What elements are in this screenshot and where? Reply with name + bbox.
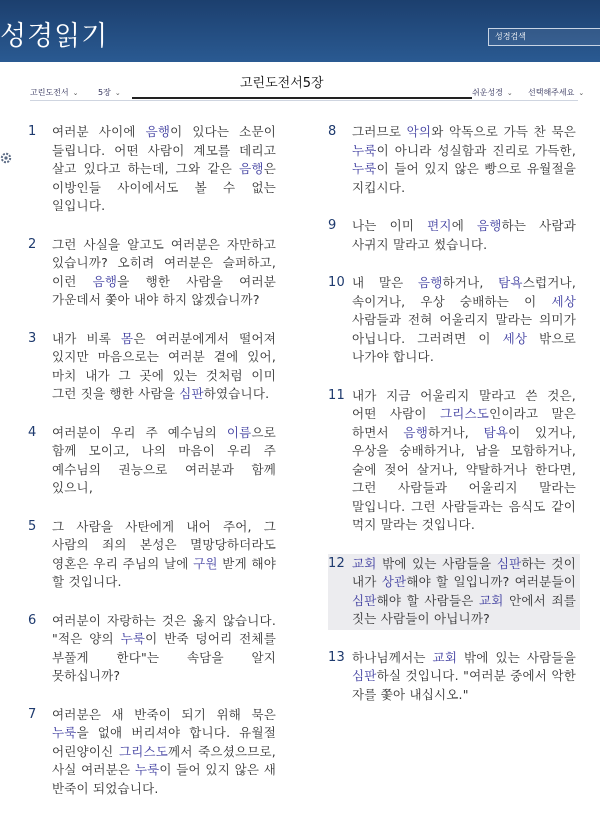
verse-text: 이 들어 있지 않은 빵으로 유월절을 지킵시다. bbox=[352, 161, 576, 195]
nav-divider bbox=[30, 100, 578, 101]
term-link[interactable]: 심판 bbox=[179, 386, 204, 401]
chevron-down-icon: ⌄ bbox=[72, 89, 79, 97]
verse-text: 밖으로 나가야 합니다. bbox=[352, 330, 577, 364]
term-link[interactable]: 교회 bbox=[479, 592, 504, 608]
verse-text: 여러분이 우리 주 예수님의 bbox=[52, 424, 227, 440]
verse-text: 을 행한 사람을 여러분 가운데서 쫓아 내야 하지 않겠습니까? bbox=[52, 273, 276, 307]
verse-text: 께서 죽으셨으므로, 사실 여러분은 bbox=[52, 743, 276, 777]
verse-text: 내가 비록 bbox=[52, 330, 122, 346]
verse-text: 에 bbox=[451, 218, 478, 233]
verse-text: 이 들어 있지 않은 새 반죽이 되었습니다. bbox=[52, 762, 276, 796]
version-select[interactable] bbox=[472, 87, 513, 98]
verse-number: 9 bbox=[328, 218, 337, 233]
verse-text: 은 이방인들 사이에서도 볼 수 없는 일입니다. bbox=[52, 161, 276, 213]
chapter-navigation bbox=[0, 62, 600, 110]
verse-4[interactable] bbox=[28, 423, 280, 499]
term-link[interactable]: 심판 bbox=[496, 555, 522, 571]
term-link[interactable]: 심판 bbox=[352, 592, 377, 608]
version-select-value: 쉬운성경 bbox=[472, 88, 503, 97]
verse-text: 이 반죽 덩어리 전체를 부풀게 한다"는 속담을 알지 못하십니까? bbox=[52, 631, 276, 683]
term-link[interactable]: 교회 bbox=[352, 555, 377, 571]
verse-text: 내가 지금 어울리지 말라고 쓴 것은, 어떤 사람이 bbox=[352, 387, 576, 421]
verse-text: 해야 할 일입니까? 여러분들이 bbox=[406, 574, 577, 589]
verse-text: 안에서 죄를 짓는 사람들이 아닙니까? bbox=[352, 592, 576, 626]
verse-text: 이 아니라 성실함과 진리로 가득한, bbox=[376, 142, 576, 158]
chevron-down-icon: ⌄ bbox=[506, 89, 513, 97]
verse-text: 와 악독으로 가득 찬 묵은 bbox=[431, 124, 576, 139]
chevron-down-icon: ⌄ bbox=[114, 89, 121, 97]
verse-text: 이 있다는 소문이 들립니다. 어떤 사람이 계모를 데리고 살고 있다고 하는데, 그와 같은 bbox=[52, 124, 276, 176]
book-select-value: 고린도전서 bbox=[30, 88, 69, 97]
term-link[interactable]: 누룩 bbox=[52, 725, 77, 740]
verse-text: 나는 이미 bbox=[352, 218, 428, 233]
verse-number: 2 bbox=[28, 236, 37, 252]
verse-number: 6 bbox=[28, 612, 37, 628]
verse-number: 10 bbox=[328, 275, 345, 290]
verse-7[interactable] bbox=[28, 705, 280, 800]
verse-5[interactable] bbox=[28, 517, 280, 593]
verse-text: 인이라고 말은 하면서 bbox=[352, 406, 576, 440]
verse-text: 을 없애 버리셔야 합니다. 유월절 어린양이신 bbox=[52, 725, 276, 759]
verse-number: 7 bbox=[28, 706, 37, 722]
term-link[interactable]: 누룩 bbox=[120, 631, 146, 646]
verse-13[interactable] bbox=[328, 648, 580, 706]
verse-2[interactable] bbox=[28, 235, 280, 311]
verse-text: 그런 사실을 알고도 여러분은 자만하고 있습니까? 오히려 여러분은 슬퍼하고, 이런 bbox=[52, 236, 276, 289]
term-link[interactable]: 누룩 bbox=[352, 161, 377, 176]
verse-text: 은 여러분에게서 떨어져 있지만 마음으로는 여러분 곁에 있어, 마치 내가 그 곳에 있는 것처럼 이미 그런 짓을 행한 사람을 bbox=[52, 330, 276, 401]
verse-column-left bbox=[28, 122, 280, 817]
verse-number: 8 bbox=[328, 124, 337, 139]
verse-6[interactable] bbox=[28, 611, 280, 687]
verse-text: 그러므로 bbox=[352, 124, 407, 139]
app-title: 성경읽기 bbox=[0, 21, 109, 52]
verse-text: 하실 것입니다. "여러분 중에서 악한 자를 쫓아 내십시오." bbox=[352, 668, 576, 702]
verse-text: 하나님께서는 bbox=[352, 649, 433, 665]
term-link[interactable]: 음행 bbox=[418, 275, 443, 290]
option-select[interactable] bbox=[528, 87, 584, 98]
verse-text: 여러분 사이에 bbox=[52, 124, 146, 139]
term-link[interactable]: 구원 bbox=[193, 555, 218, 571]
term-link[interactable]: 심판 bbox=[352, 668, 377, 683]
chevron-down-icon: ⌄ bbox=[578, 89, 585, 97]
verse-number: 3 bbox=[28, 330, 37, 346]
verse-text: 내 말은 bbox=[352, 275, 418, 290]
chapter-title: 고린도전서5장 bbox=[240, 76, 324, 91]
verse-column-right bbox=[328, 122, 580, 723]
term-link[interactable]: 편지 bbox=[427, 218, 452, 233]
verse-text: 받게 해야 할 것입니다. bbox=[52, 555, 276, 589]
term-link[interactable]: 누룩 bbox=[352, 142, 377, 158]
verse-10[interactable] bbox=[328, 273, 580, 368]
verse-8[interactable] bbox=[328, 122, 580, 198]
term-link[interactable]: 세상 bbox=[502, 330, 528, 346]
term-link[interactable]: 이름 bbox=[226, 424, 252, 440]
verse-text: 하는 사람과 사귀지 말라고 썼습니다. bbox=[352, 218, 576, 252]
verse-number: 13 bbox=[328, 649, 345, 665]
verse-text: 으로 함께 모이고, 나의 마음이 우리 주 예수님의 권능으로 여러분과 함께 있으니, bbox=[52, 424, 276, 495]
verse-number: 5 bbox=[28, 518, 37, 534]
term-link[interactable]: 음행 bbox=[145, 124, 171, 139]
term-link[interactable]: 그리스도 bbox=[118, 743, 169, 759]
verse-9[interactable] bbox=[328, 216, 580, 255]
settings-gear-icon[interactable] bbox=[0, 149, 12, 161]
verse-text: 사람들과 전혀 어울리지 말라는 의미가 아닙니다. 그러려면 이 bbox=[352, 312, 576, 346]
term-link[interactable]: 교회 bbox=[432, 649, 458, 665]
verse-text: 여러분은 새 반죽이 되기 위해 묵은 bbox=[52, 706, 276, 722]
verse-text: 여러분이 자랑하는 것은 옳지 않습니다. "적은 양의 bbox=[52, 612, 276, 646]
search-field[interactable] bbox=[488, 28, 600, 46]
verse-text: 해야 할 사람들은 bbox=[376, 592, 480, 608]
verse-number: 1 bbox=[28, 124, 37, 139]
verse-text: 하는 것이 내가 bbox=[352, 555, 576, 589]
term-link[interactable]: 음행 bbox=[92, 273, 118, 289]
book-select[interactable] bbox=[30, 87, 79, 98]
verse-text: 이 있거나, 우상을 숭배하거나, 남을 모함하거나, 술에 젖어 살거나, 약탈하거나 한다면, 그런 사람들과 어울리지 말라는 말입니다. 그런 사람들과는 음식도 같이 먹지 말라는 것입니다. bbox=[352, 424, 576, 532]
verse-number: 11 bbox=[328, 387, 345, 403]
term-link[interactable]: 세상 bbox=[551, 293, 576, 309]
option-select-value: 선택해주세요 bbox=[528, 88, 575, 97]
verse-text: 스럽거나, 속이거나, 우상 숭배하는 이 bbox=[352, 275, 576, 309]
term-link[interactable]: 상관 bbox=[381, 574, 407, 589]
term-link[interactable]: 탐욕 bbox=[483, 424, 509, 440]
verse-1[interactable] bbox=[28, 122, 280, 217]
verse-text: 밖에 있는 사람들을 bbox=[457, 649, 576, 665]
term-link[interactable]: 그리스도 bbox=[439, 406, 490, 421]
verse-text: 하거나, bbox=[427, 424, 484, 440]
chapter-select-value: 5장 bbox=[98, 88, 111, 97]
term-link[interactable]: 음행 bbox=[477, 218, 502, 233]
term-link[interactable]: 악의 bbox=[406, 124, 432, 139]
title-underline bbox=[132, 97, 472, 99]
term-link[interactable]: 누룩 bbox=[134, 762, 160, 777]
search-label: 성경검색 bbox=[495, 32, 526, 41]
verse-text: 하거나, bbox=[442, 275, 499, 290]
verse-12[interactable] bbox=[328, 554, 580, 630]
top-header bbox=[0, 0, 600, 62]
verse-number: 4 bbox=[28, 424, 37, 440]
term-link[interactable]: 음행 bbox=[239, 161, 264, 176]
verse-11[interactable] bbox=[328, 386, 580, 536]
verse-3[interactable] bbox=[28, 329, 280, 405]
verse-number: 12 bbox=[328, 555, 345, 571]
verse-text: 밖에 있는 사람들을 bbox=[376, 555, 497, 571]
term-link[interactable]: 몸 bbox=[121, 330, 134, 346]
term-link[interactable]: 탐욕 bbox=[498, 275, 523, 290]
term-link[interactable]: 음행 bbox=[403, 424, 428, 440]
verse-text: 그 사람을 사탄에게 내어 주어, 그 사람의 죄의 본성은 멸망당하더라도 영혼은 우리 주님의 날에 bbox=[52, 518, 276, 571]
chapter-select[interactable] bbox=[98, 87, 121, 98]
verse-text: 하였습니다. bbox=[203, 386, 270, 401]
